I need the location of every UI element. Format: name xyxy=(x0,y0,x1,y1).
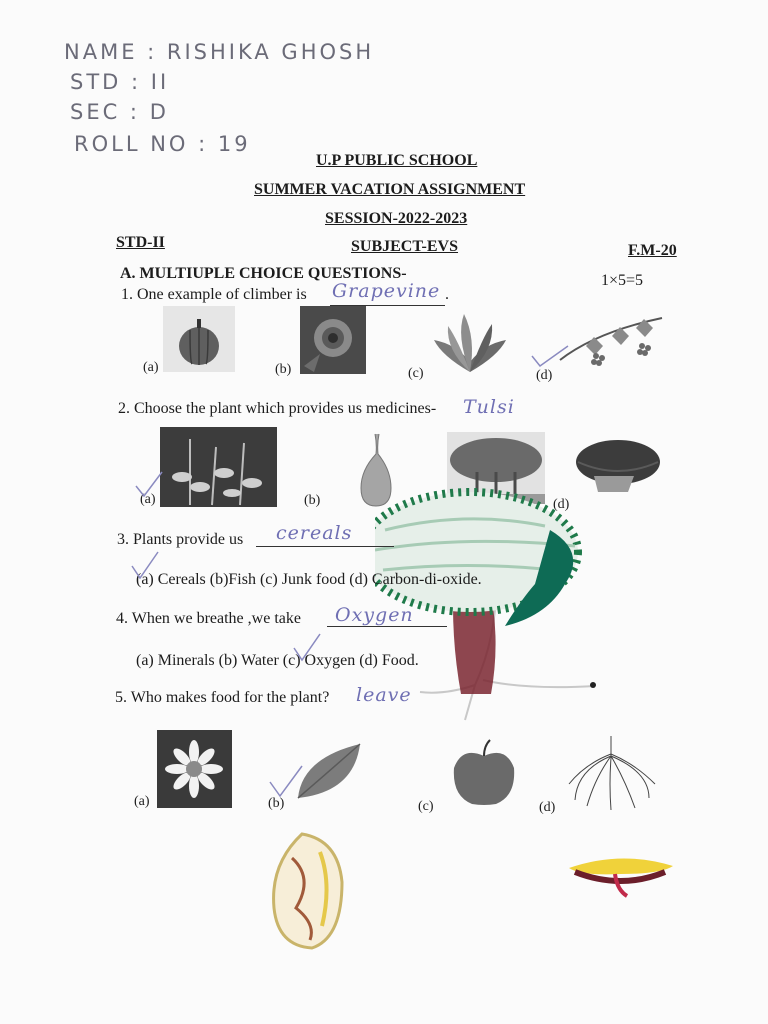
question-number: 4. xyxy=(116,610,128,627)
school-name: U.P PUBLIC SCHOOL xyxy=(316,152,478,169)
answer-blank xyxy=(256,546,394,547)
student-sec: SEC : D xyxy=(70,100,169,124)
period-mark: . xyxy=(445,286,449,303)
option-a-label: (a) xyxy=(143,360,159,375)
full-marks-label: F.M-20 xyxy=(628,242,677,259)
leafy-plant-image xyxy=(430,310,510,379)
question-3 xyxy=(117,531,243,549)
flower-image xyxy=(157,730,232,813)
question-number: 3. xyxy=(117,531,129,548)
tree-drawing xyxy=(375,480,635,735)
question-text: When we breathe ,we take xyxy=(131,610,301,627)
option-b-label: (b) xyxy=(304,493,321,508)
student-name: NAME : RISHIKA GHOSH xyxy=(64,40,375,64)
option-d-label: (d) xyxy=(536,368,553,383)
student-std: STD : II xyxy=(70,70,170,94)
handwritten-answer: Oxygen xyxy=(335,604,414,626)
question-text: Choose the plant which provides us medicines- xyxy=(134,400,437,417)
option-b-label: (b) xyxy=(275,362,292,377)
question-text: Who makes food for the plant? xyxy=(130,689,330,706)
question-1 xyxy=(121,286,307,304)
tulsi-image xyxy=(160,427,277,512)
session-title: SESSION-2022-2023 xyxy=(325,210,468,227)
apple-image xyxy=(448,738,520,813)
tick-mark-icon xyxy=(292,632,322,662)
grapevine-image xyxy=(556,306,666,377)
option-b-label: (b) xyxy=(268,796,285,811)
question-text: One example of climber is xyxy=(137,286,307,303)
crayon-doodle xyxy=(565,850,677,905)
answer-blank xyxy=(327,626,447,627)
crayon-doodle xyxy=(262,828,350,959)
student-roll: ROLL NO : 19 xyxy=(74,132,251,156)
section-title: A. MULTIUPLE CHOICE QUESTIONS- xyxy=(120,265,407,282)
option-c-label: (c) xyxy=(418,799,434,814)
option-a-label: (a) xyxy=(140,492,156,507)
handwritten-answer: Tulsi xyxy=(463,396,515,418)
handwritten-answer: leave xyxy=(356,684,412,706)
std-label: STD-II xyxy=(116,234,165,251)
question-text: Plants provide us xyxy=(133,531,244,548)
section-marks: 1×5=5 xyxy=(601,272,644,289)
tick-mark-icon xyxy=(268,764,304,798)
assignment-title: SUMMER VACATION ASSIGNMENT xyxy=(254,181,526,198)
question-4 xyxy=(116,610,301,628)
tick-mark-icon xyxy=(530,344,570,368)
choices-line: (a) Cereals (b)Fish (c) Junk food (d) Carbon-di-oxide. xyxy=(136,571,482,588)
question-number: 1. xyxy=(121,286,133,303)
handwritten-answer: cereals xyxy=(276,522,353,544)
pumpkin-image xyxy=(163,306,235,377)
option-c-label: (c) xyxy=(408,366,424,381)
tick-mark-icon xyxy=(134,470,164,498)
option-d-label: (d) xyxy=(553,497,570,512)
subject-label: SUBJECT-EVS xyxy=(351,238,459,255)
option-d-label: (d) xyxy=(539,800,556,815)
question-2 xyxy=(118,400,436,418)
question-5 xyxy=(115,689,329,707)
option-a-label: (a) xyxy=(134,794,150,809)
choices-line: (a) Minerals (b) Water (c) Oxygen (d) Food. xyxy=(136,652,419,669)
roots-image xyxy=(565,734,659,817)
question-number: 5. xyxy=(115,689,127,706)
tick-mark-icon xyxy=(130,550,160,580)
rose-image xyxy=(300,306,366,379)
handwritten-answer: Grapevine xyxy=(332,280,441,302)
question-number: 2. xyxy=(118,400,130,417)
